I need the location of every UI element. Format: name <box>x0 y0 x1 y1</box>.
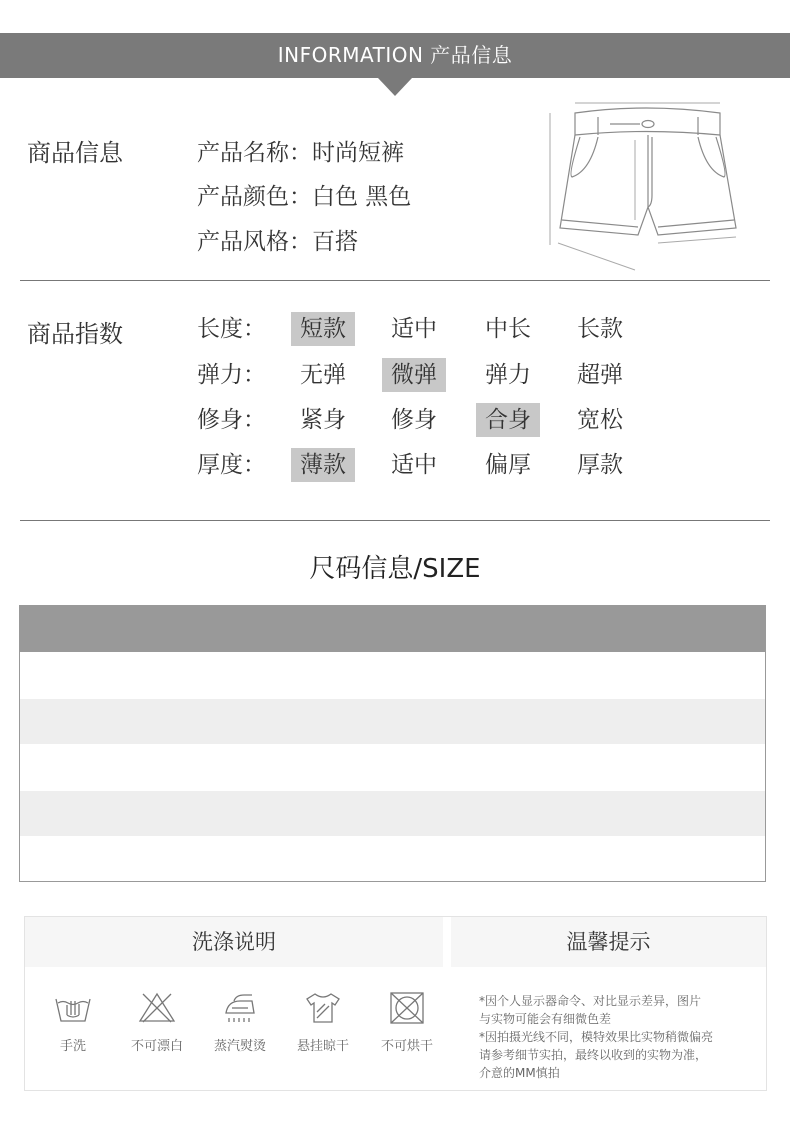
size-table <box>19 605 766 882</box>
hang-dry-icon <box>303 991 343 1025</box>
product-name-line: 产品名称：时尚短裤 <box>197 140 404 166</box>
size-table-row <box>20 652 765 699</box>
index-label-fit: 修身： <box>197 407 266 433</box>
size-table-row <box>20 744 765 791</box>
index-option-length-midlong: 中长 <box>485 316 531 342</box>
index-option-fit-slim: 修身 <box>391 407 437 433</box>
tip-line: 请参考细节实拍，最终以收到的实物为准， <box>479 1048 708 1062</box>
header-arrow <box>378 78 412 96</box>
care-item-hand-wash: 手洗 <box>33 991 113 1054</box>
size-table-header <box>20 606 765 652</box>
care-item-hang-dry: 悬挂晾干 <box>283 991 363 1054</box>
index-option-thickness-medium: 适中 <box>391 452 437 478</box>
product-style-line: 产品风格：百搭 <box>197 229 358 255</box>
index-option-elasticity-none: 无弹 <box>300 362 346 388</box>
no-tumble-dry-icon <box>387 991 427 1025</box>
product-index-label: 商品指数 <box>27 320 123 348</box>
index-option-length-short: 短款 <box>291 312 355 346</box>
care-item-no-tumble-dry: 不可烘干 <box>367 991 447 1054</box>
index-option-thickness-thick: 厚款 <box>577 452 623 478</box>
index-option-length-medium: 适中 <box>391 316 437 342</box>
product-color-line: 产品颜色：白色 黑色 <box>197 184 412 210</box>
care-item-steam-iron: 蒸汽熨烫 <box>200 991 280 1054</box>
care-item-no-bleach: 不可漂白 <box>117 991 197 1054</box>
size-table-row <box>20 836 765 881</box>
tab-warm-tips: 温馨提示 <box>451 917 766 967</box>
index-option-fit-loose: 宽松 <box>577 407 623 433</box>
steam-iron-icon <box>220 991 260 1025</box>
index-label-thickness: 厚度： <box>197 452 266 478</box>
index-option-fit-regular: 合身 <box>476 403 540 437</box>
index-option-elasticity-super: 超弹 <box>577 362 623 388</box>
tab-washing-instructions: 洗涤说明 <box>25 917 443 967</box>
header-title: INFORMATION 产品信息 <box>277 43 513 67</box>
tip-line: *因拍摄光线不同，模特效果比实物稍微偏亮 <box>479 1030 714 1044</box>
index-option-elasticity-elastic: 弹力 <box>485 362 531 388</box>
index-option-length-long: 长款 <box>577 316 623 342</box>
index-option-thickness-thicker: 偏厚 <box>485 452 531 478</box>
index-option-fit-tight: 紧身 <box>300 407 346 433</box>
no-bleach-icon <box>137 991 177 1025</box>
size-title: 尺码信息/SIZE <box>309 554 481 584</box>
size-table-row <box>20 699 765 744</box>
index-label-length: 长度： <box>197 316 266 342</box>
tip-line: *因个人显示器命令、对比显示差异，图片 <box>479 994 702 1008</box>
index-option-elasticity-slight: 微弹 <box>382 358 446 392</box>
index-option-thickness-thin: 薄款 <box>291 448 355 482</box>
tip-line: 介意的MM慎拍 <box>479 1066 560 1080</box>
hand-wash-icon <box>53 991 93 1025</box>
product-info-label: 商品信息 <box>27 139 123 167</box>
divider-index <box>20 520 770 521</box>
shorts-sketch-icon <box>540 95 750 280</box>
tip-line: 与实物可能会有细微色差 <box>479 1012 612 1026</box>
divider-info <box>20 280 770 281</box>
index-label-elasticity: 弹力： <box>197 362 266 388</box>
size-table-row <box>20 791 765 836</box>
